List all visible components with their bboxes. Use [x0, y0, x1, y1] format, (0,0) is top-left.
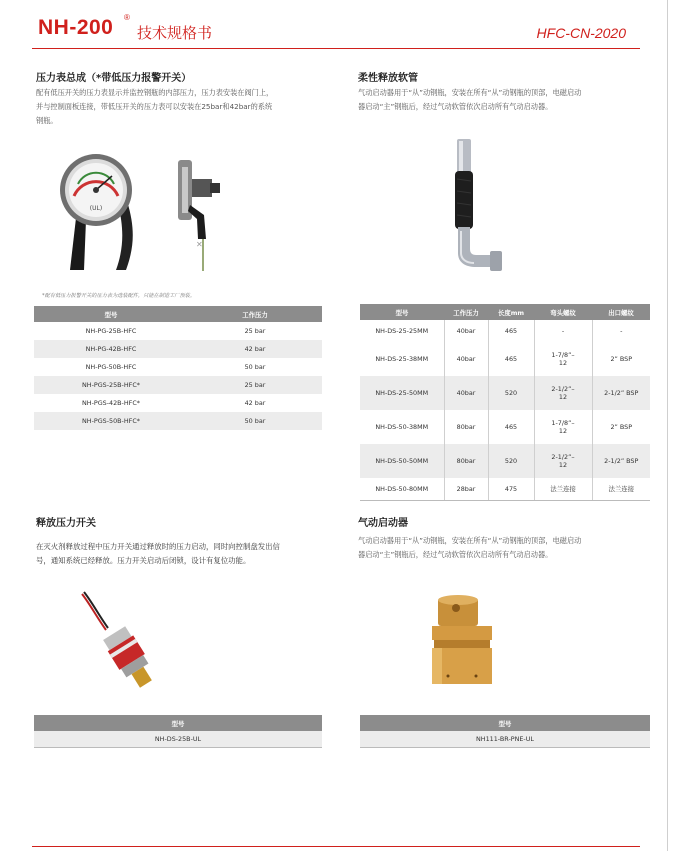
- column-header: 型号: [34, 306, 188, 322]
- page-header: [0, 0, 668, 60]
- table-row: [360, 342, 650, 376]
- table-row: [360, 731, 650, 747]
- table-cell: NH-DS-25B-UL: [34, 731, 322, 747]
- table-cell: 28bar: [444, 478, 488, 500]
- cell-line: 1-7/8”–: [551, 351, 575, 359]
- table-cell: 465: [488, 410, 534, 444]
- hose-section-description: [358, 86, 648, 114]
- table-row: [34, 322, 322, 340]
- column-header: 型号: [34, 715, 322, 731]
- switch-spec-table: [34, 715, 322, 748]
- gauge-section-description: [36, 86, 336, 128]
- table-row: [34, 358, 322, 376]
- table-cell: NH-DS-25-38MM: [375, 355, 429, 363]
- table-cell: 50 bar: [188, 412, 322, 430]
- table-cell: 465: [488, 320, 534, 342]
- table-cell: 80bar: [444, 410, 488, 444]
- actuator-desc-line: 器启动“主”钢瓶后，经过气动软管依次启动所有气动启动器。: [358, 550, 553, 559]
- table-cell: [534, 444, 592, 478]
- gauge-spec-table: [34, 306, 322, 430]
- gauge-section-title: 压力表总成（*带低压力报警开关）: [36, 73, 192, 84]
- table-row: [360, 444, 650, 478]
- document-code: HFC-CN-2020: [536, 25, 626, 41]
- table-cell: NH-PG-50B-HFC: [85, 363, 137, 371]
- table-cell: 475: [488, 478, 534, 500]
- pressure-gauge-side-image: [160, 155, 228, 275]
- hose-spec-table: [360, 304, 650, 501]
- column-header: 弯头螺纹: [534, 304, 592, 320]
- column-header: 型号: [360, 715, 650, 731]
- table-cell: 80bar: [444, 444, 488, 478]
- table-cell: 法兰连接: [534, 478, 592, 500]
- table-cell: 2” BSP: [592, 410, 650, 444]
- document-title: 技术规格书: [137, 24, 213, 42]
- actuator-desc-line: 气动启动器用于“从”动钢瓶，安装在所有“从”动钢瓶的顶部，电磁启动: [358, 536, 582, 545]
- cell-line: 1-7/8”–: [551, 419, 575, 427]
- gauge-desc-line: 配有低压开关的压力表显示并监控钢瓶的内部压力，压力表安装在阀门上，: [36, 88, 274, 97]
- table-cell: -: [592, 320, 650, 342]
- table-cell: NH-PG-42B-HFC: [34, 340, 188, 358]
- svg-text:✕: ✕: [196, 240, 203, 249]
- hose-desc-line: 器启动“主”钢瓶后，经过气动软管依次启动所有气动启动器。: [358, 102, 553, 111]
- table-cell: 42 bar: [188, 340, 322, 358]
- gauge-desc-line: 钢瓶。: [36, 116, 58, 125]
- pneumatic-actuator-image: [426, 592, 500, 696]
- switch-section-title: 释放压力开关: [36, 518, 96, 529]
- cell-line: 12: [558, 393, 568, 401]
- gauge-desc-line: 并与控制面板连接，带低压开关的压力表可以安装在25bar和42bar的系统: [36, 102, 273, 111]
- table-cell: [534, 376, 592, 410]
- footer-divider: [32, 846, 640, 847]
- table-cell: 465: [488, 342, 534, 376]
- table-row: [360, 320, 650, 342]
- header-divider: [32, 48, 640, 49]
- table-cell: 40bar: [444, 376, 488, 410]
- switch-section-description: [36, 540, 336, 568]
- table-cell: 42 bar: [244, 399, 266, 407]
- pressure-gauge-front-image: [56, 148, 146, 270]
- switch-desc-line: 号，通知系统已经释放。压力开关启动后闭锁，设计有复位功能。: [36, 556, 251, 565]
- svg-text:(UL): (UL): [89, 205, 103, 212]
- table-cell: 40bar: [444, 342, 488, 376]
- registered-mark: ®: [124, 13, 130, 22]
- table-cell: 520: [488, 376, 534, 410]
- table-header-row: [34, 715, 322, 731]
- table-cell: NH-PGS-42B-HFC*: [81, 399, 141, 407]
- table-cell: NH-DS-50-38MM: [375, 423, 429, 431]
- table-cell: NH-DS-25-50MM: [360, 376, 444, 410]
- table-row: [360, 478, 650, 500]
- table-cell: NH-DS-50-50MM: [360, 444, 444, 478]
- column-header: 工作压力: [188, 306, 322, 322]
- brand-logo: NH-200: [38, 16, 114, 39]
- table-header-row: [360, 715, 650, 731]
- table-cell: -: [534, 320, 592, 342]
- hose-section-title: 柔性释放软管: [358, 73, 418, 84]
- table-cell: 2” BSP: [592, 342, 650, 376]
- table-cell: [534, 410, 592, 444]
- actuator-spec-table: [360, 715, 650, 748]
- gauge-option-note: *配有低压力报警开关的压力表为选装配件，只能在制造工厂预装。: [42, 293, 196, 299]
- table-row: [360, 376, 650, 410]
- cell-line: 12: [558, 427, 568, 435]
- actuator-section-description: [358, 534, 653, 562]
- table-cell: [534, 342, 592, 376]
- table-row: [34, 376, 322, 394]
- flexible-hose-image: [440, 135, 510, 280]
- hose-desc-line: 气动启动器用于“从”动钢瓶，安装在所有“从”动钢瓶的顶部，电磁启动: [358, 88, 582, 97]
- table-row: [34, 731, 322, 747]
- table-cell: 2-1/2” BSP: [592, 376, 650, 410]
- table-cell: NH-DS-25-25MM: [375, 327, 429, 335]
- table-cell: 法兰连接: [592, 478, 650, 500]
- table-cell: 25 bar: [188, 376, 322, 394]
- table-row: [34, 412, 322, 430]
- switch-desc-line: 在灭火剂释放过程中压力开关通过释放时的压力启动，同时向控制盘发出信: [36, 542, 280, 551]
- table-cell: 50 bar: [244, 363, 266, 371]
- table-cell: NH111-BR-PNE-UL: [360, 731, 650, 747]
- column-header: 长度mm: [488, 304, 534, 320]
- table-row: [360, 410, 650, 444]
- pressure-switch-image: [78, 590, 168, 700]
- table-header-row: [34, 306, 322, 322]
- table-row: [34, 394, 322, 412]
- table-cell: NH-PG-25B-HFC: [85, 327, 137, 335]
- cell-line: 2-1/2”–: [551, 453, 575, 461]
- table-cell: NH-DS-50-80MM: [360, 478, 444, 500]
- table-header-row: [360, 304, 650, 320]
- table-cell: 40bar: [444, 320, 488, 342]
- column-header: 出口螺纹: [592, 304, 650, 320]
- cell-line: 2-1/2”–: [551, 385, 575, 393]
- column-header: 工作压力: [444, 304, 488, 320]
- actuator-section-title: 气动启动器: [358, 518, 408, 529]
- cell-line: 12: [558, 461, 568, 469]
- table-cell: NH-PGS-50B-HFC*: [34, 412, 188, 430]
- table-cell: 2-1/2” BSP: [592, 444, 650, 478]
- cell-line: 12: [558, 359, 568, 367]
- table-cell: NH-PGS-25B-HFC*: [34, 376, 188, 394]
- table-cell: 25 bar: [244, 327, 266, 335]
- column-header: 型号: [360, 304, 444, 320]
- table-cell: 520: [488, 444, 534, 478]
- table-row: [34, 340, 322, 358]
